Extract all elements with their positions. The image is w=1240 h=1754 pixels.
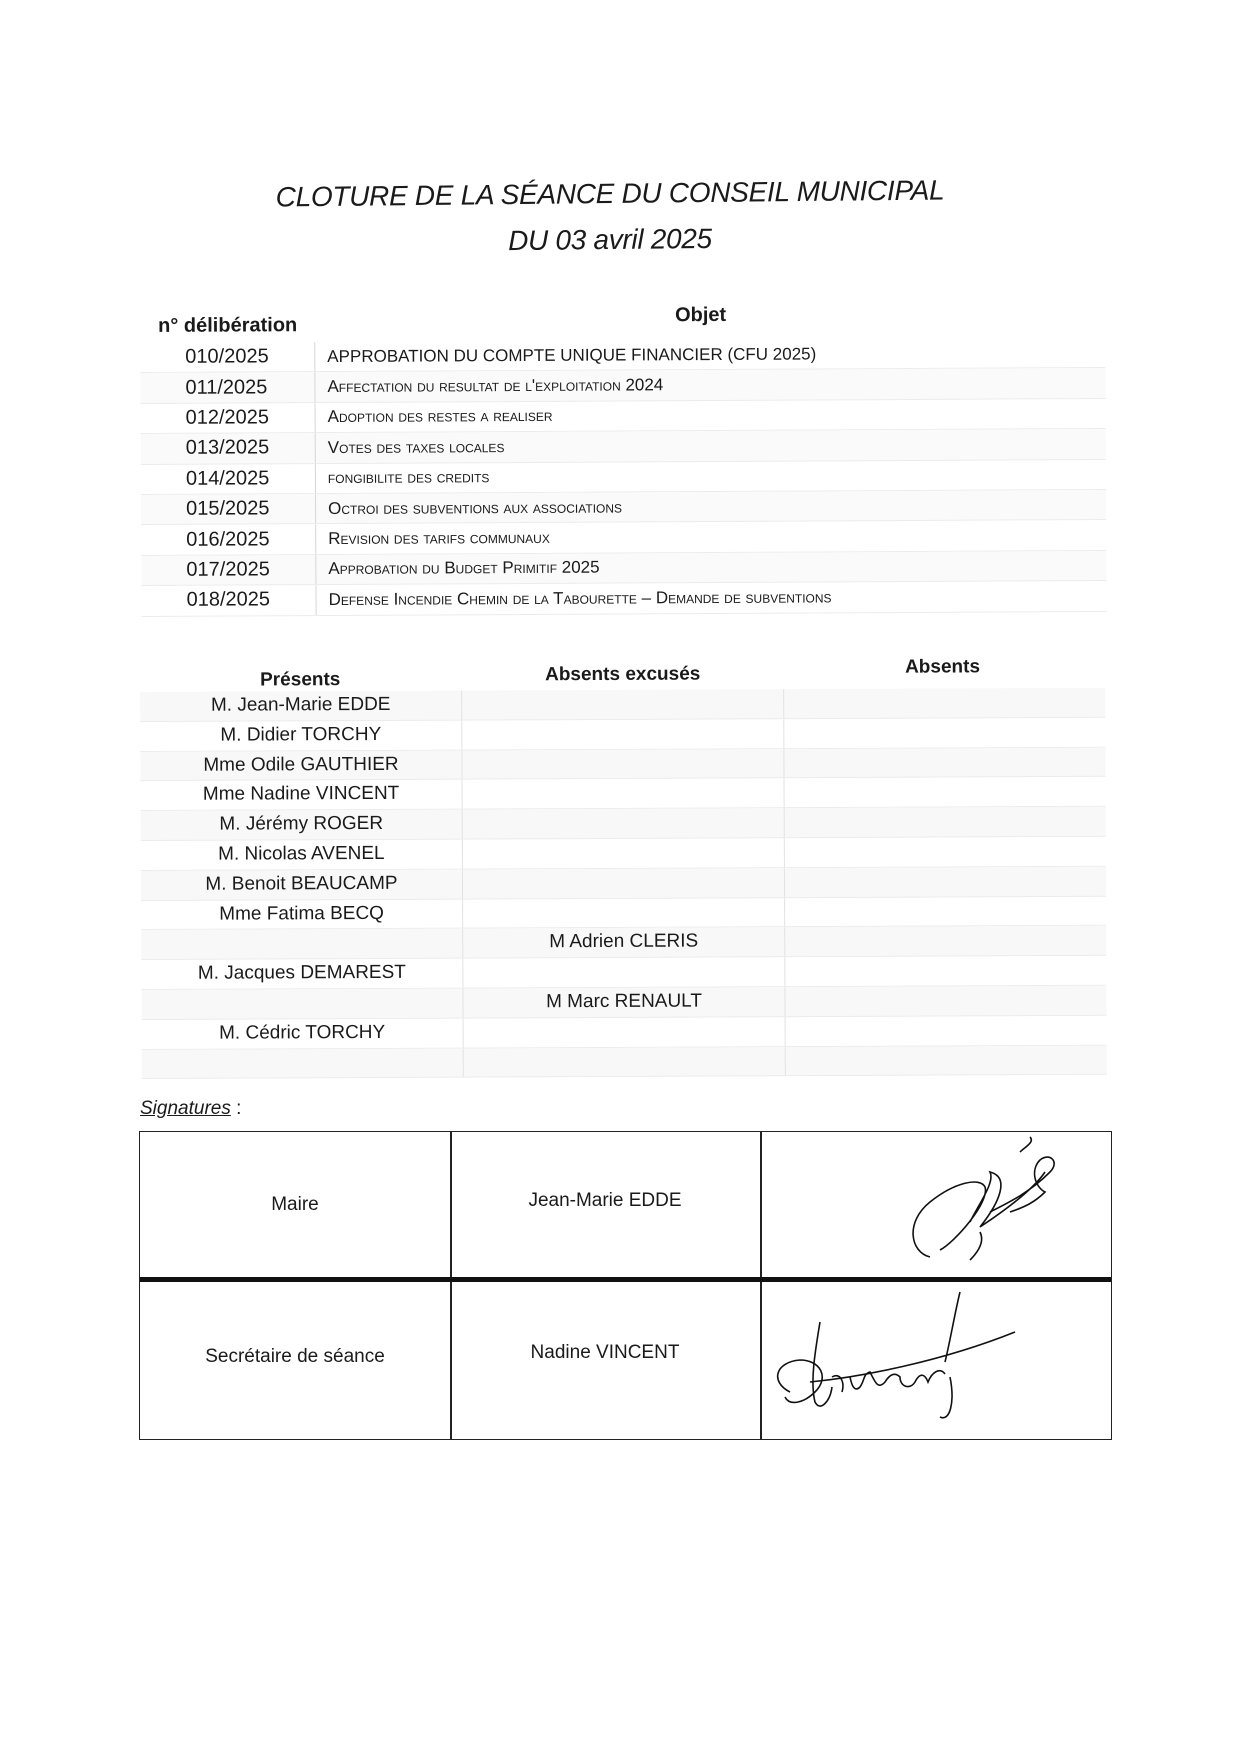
attendance-row (141, 986, 1106, 1020)
absent-name (785, 807, 1106, 837)
absent-name (785, 837, 1106, 867)
absent-name (785, 956, 1106, 986)
deliberations-table (140, 300, 1107, 617)
deliberation-number: 015/2025 (141, 494, 316, 524)
deliberation-objet: Votes des taxes locales (327, 436, 505, 457)
mayor-signature (860, 1132, 1100, 1282)
header-num: n° délibération (158, 314, 298, 337)
present-name: M. Benoit BEAUCAMP (141, 869, 463, 899)
deliberation-objet: Defense Incendie Chemin de la Tabourette – Demande de subventions (328, 587, 832, 609)
excused-name (463, 868, 785, 898)
present-name: M. Didier TORCHY (140, 720, 462, 750)
attendance-row (140, 688, 1105, 722)
deliberation-row (140, 338, 1105, 373)
deliberation-objet: APPROBATION DU COMPTE UNIQUE FINANCIER (CFU 2025) (327, 344, 817, 366)
deliberation-row (141, 520, 1106, 555)
excused-name (463, 779, 785, 809)
absent-name (786, 1045, 1107, 1075)
absent-name (784, 718, 1105, 748)
excused-name (463, 898, 785, 928)
deliberation-number: 011/2025 (140, 372, 315, 402)
present-name (141, 989, 463, 1019)
deliberation-row (141, 551, 1106, 586)
deliberation-number: 018/2025 (141, 585, 316, 615)
signature-name: Jean-Marie EDDE (528, 1190, 682, 1211)
signature-name: Nadine VINCENT (530, 1342, 680, 1363)
absent-name (785, 986, 1106, 1016)
deliberation-number: 010/2025 (140, 342, 315, 372)
attendance-row (141, 807, 1106, 841)
present-name: M. Cédric TORCHY (142, 1018, 464, 1048)
attendance-row (140, 747, 1105, 781)
present-name: M. Nicolas AVENEL (141, 840, 463, 870)
deliberation-number: 016/2025 (141, 524, 316, 554)
excused-name (463, 838, 785, 868)
present-name (142, 1048, 464, 1078)
excused-name: M Adrien CLERIS (463, 928, 785, 958)
absent-name (785, 777, 1106, 807)
attendance-rows (140, 688, 1107, 1080)
excused-name (462, 719, 784, 749)
secretary-signature (760, 1282, 1020, 1442)
deliberation-number: 017/2025 (141, 555, 316, 585)
deliberation-objet: fongibilite des credits (327, 467, 490, 488)
deliberation-objet: Adoption des restes a realiser (327, 406, 553, 427)
excused-name (462, 749, 784, 779)
attendance-row (142, 1016, 1107, 1050)
deliberation-row (140, 368, 1105, 403)
deliberation-objet: Affectation du resultat de l'exploitation 2024 (327, 375, 664, 397)
deliberation-objet: Revision des tarifs communaux (328, 527, 550, 549)
header-absents-excuses: Absents excusés (545, 663, 701, 686)
deliberation-objet: Approbation du Budget Primitif 2025 (328, 558, 600, 579)
deliberations-header (140, 300, 1105, 343)
attendance-row (141, 777, 1106, 811)
excused-name (464, 1017, 786, 1047)
attendance-row (141, 896, 1106, 930)
present-name: M. Jean-Marie EDDE (140, 691, 462, 721)
present-name: M. Jérémy ROGER (141, 810, 463, 840)
attendance-row (141, 867, 1106, 901)
absent-name (784, 747, 1105, 777)
present-name: Mme Nadine VINCENT (141, 780, 463, 810)
absent-name (785, 896, 1106, 926)
deliberation-number: 013/2025 (141, 433, 316, 463)
signature-role: Secrétaire de séance (205, 1346, 385, 1367)
deliberation-row (141, 490, 1106, 525)
absent-name (784, 688, 1105, 718)
absent-name (785, 926, 1106, 956)
deliberation-row (141, 429, 1106, 464)
present-name: Mme Odile GAUTHIER (140, 750, 462, 780)
attendance-table (140, 656, 1107, 1080)
absent-name (786, 1016, 1107, 1046)
header-presents: Présents (260, 669, 341, 691)
deliberation-number: 014/2025 (141, 464, 316, 494)
divider (450, 1132, 452, 1439)
deliberation-objet: Octroi des subventions aux associations (328, 497, 623, 518)
header-objet: Objet (675, 303, 727, 327)
attendance-row (140, 718, 1105, 752)
present-name: M. Jacques DEMAREST (141, 959, 463, 989)
deliberation-row (141, 460, 1106, 495)
excused-name (462, 689, 784, 719)
attendance-row (141, 956, 1106, 990)
attendance-row (141, 837, 1106, 871)
attendance-header (140, 656, 1105, 692)
excused-name (464, 1047, 786, 1077)
excused-name: M Marc RENAULT (463, 987, 785, 1017)
header-absents: Absents (904, 656, 981, 678)
absent-name (785, 867, 1106, 897)
present-name (141, 929, 463, 959)
excused-name (463, 808, 785, 838)
attendance-row (141, 926, 1106, 960)
signature-table (139, 1131, 1112, 1440)
deliberation-row (141, 581, 1106, 616)
present-name: Mme Fatima BECQ (141, 899, 463, 929)
deliberation-number: 012/2025 (141, 403, 316, 433)
excused-name (463, 957, 785, 987)
document-title: CLOTURE DE LA SÉANCE DU CONSEIL MUNICIPAL (275, 174, 945, 213)
deliberations-rows (140, 338, 1106, 617)
deliberation-row (141, 399, 1106, 434)
attendance-row (142, 1045, 1107, 1079)
signatures-label: Signatures : (140, 1098, 242, 1119)
signature-role: Maire (271, 1194, 319, 1215)
document-date: DU 03 avril 2025 (507, 222, 713, 257)
